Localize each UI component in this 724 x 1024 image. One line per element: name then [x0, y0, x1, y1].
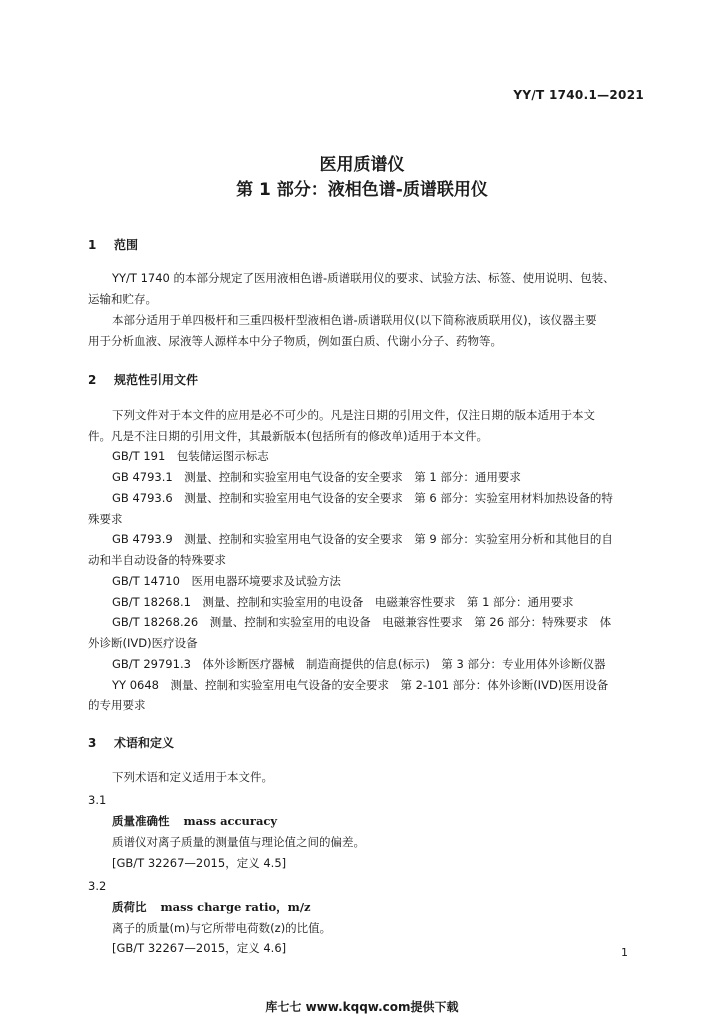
section-title: 术语和定义 [114, 736, 175, 750]
reference-item-cont: 殊要求 [88, 512, 123, 526]
section-1-heading [88, 236, 138, 253]
reference-item: GB/T 14710 医用电器环境要求及试验方法 [112, 574, 341, 588]
term-en: mass charge ratio，m/z [160, 900, 311, 914]
reference-item: GB/T 18268.26 测量、控制和实验室用的电设备 电磁兼容性要求 第 26 部分：特殊要求 体 [112, 615, 612, 629]
section-title: 规范性引用文件 [114, 373, 199, 387]
paragraph: YY/T 1740 的本部分规定了医用液相色谱-质谱联用仪的要求、试验方法、标签、使用说明、包装、 [112, 271, 615, 285]
reference-item: GB/T 18268.1 测量、控制和实验室用的电设备 电磁兼容性要求 第 1 部分：通用要求 [112, 595, 574, 609]
term-entry [112, 899, 311, 915]
page-number: 1 [621, 946, 628, 959]
reference-item-cont: 的专用要求 [88, 698, 146, 712]
paragraph: 下列文件对于本文件的应用是必不可少的。凡是注日期的引用文件，仅注日期的版本适用于本文 [112, 408, 595, 422]
term-number: 3.1 [88, 793, 107, 807]
reference-item: GB 4793.6 测量、控制和实验室用电气设备的安全要求 第 6 部分：实验室用材料加热设备的特 [112, 491, 613, 505]
section-number: 3 [88, 736, 97, 750]
reference-item-cont: 动和半自动设备的特殊要求 [88, 553, 226, 567]
reference-item: YY 0648 测量、控制和实验室用电气设备的安全要求 第 2-101 部分：体外诊断(IVD)医用设备 [112, 678, 609, 692]
term-definition: 离子的质量(m)与它所带电荷数(z)的比值。 [112, 921, 332, 935]
paragraph: 本部分适用于单四极杆和三重四极杆型液相色谱-质谱联用仪(以下简称液质联用仪)，该仪器主要 [112, 313, 597, 327]
standard-code: YY/T 1740.1—2021 [513, 88, 644, 102]
reference-item: GB 4793.9 测量、控制和实验室用电气设备的安全要求 第 9 部分：实验室用分析和其他目的自 [112, 532, 613, 546]
reference-item-cont: 外诊断(IVD)医疗设备 [88, 636, 198, 650]
term-entry [112, 813, 277, 829]
footer-watermark: 库七七 www.kqqw.com提供下载 [265, 1000, 459, 1014]
document-subtitle: 第 1 部分：液相色谱-质谱联用仪 [236, 180, 488, 200]
reference-item: GB 4793.1 测量、控制和实验室用电气设备的安全要求 第 1 部分：通用要求 [112, 470, 521, 484]
section-2-heading [88, 371, 198, 388]
paragraph: 用于分析血液、尿液等人源样本中分子物质，例如蛋白质、代谢小分子、药物等。 [88, 334, 502, 348]
term-definition: 质谱仪对离子质量的测量值与理论值之间的偏差。 [112, 835, 365, 849]
paragraph: 件。凡是不注日期的引用文件，其最新版本(包括所有的修改单)适用于本文件。 [88, 429, 488, 443]
term-number: 3.2 [88, 879, 107, 893]
section-title: 范围 [114, 238, 139, 252]
reference-item: GB/T 29791.3 体外诊断医疗器械 制造商提供的信息(标示) 第 3 部分：专业用体外诊断仪器 [112, 657, 606, 671]
term-source: [GB/T 32267—2015，定义 4.5] [112, 856, 287, 870]
section-number: 2 [88, 373, 97, 387]
term-zh: 质荷比 [112, 900, 147, 914]
document-title: 医用质谱仪 [319, 155, 405, 175]
section-3-heading [88, 734, 174, 751]
paragraph: 运输和贮存。 [88, 292, 157, 306]
term-source: [GB/T 32267—2015，定义 4.6] [112, 941, 287, 955]
reference-item: GB/T 191 包装储运图示标志 [112, 449, 269, 463]
section-number: 1 [88, 238, 97, 252]
paragraph: 下列术语和定义适用于本文件。 [112, 770, 273, 784]
term-en: mass accuracy [183, 814, 278, 828]
term-zh: 质量准确性 [112, 814, 170, 828]
